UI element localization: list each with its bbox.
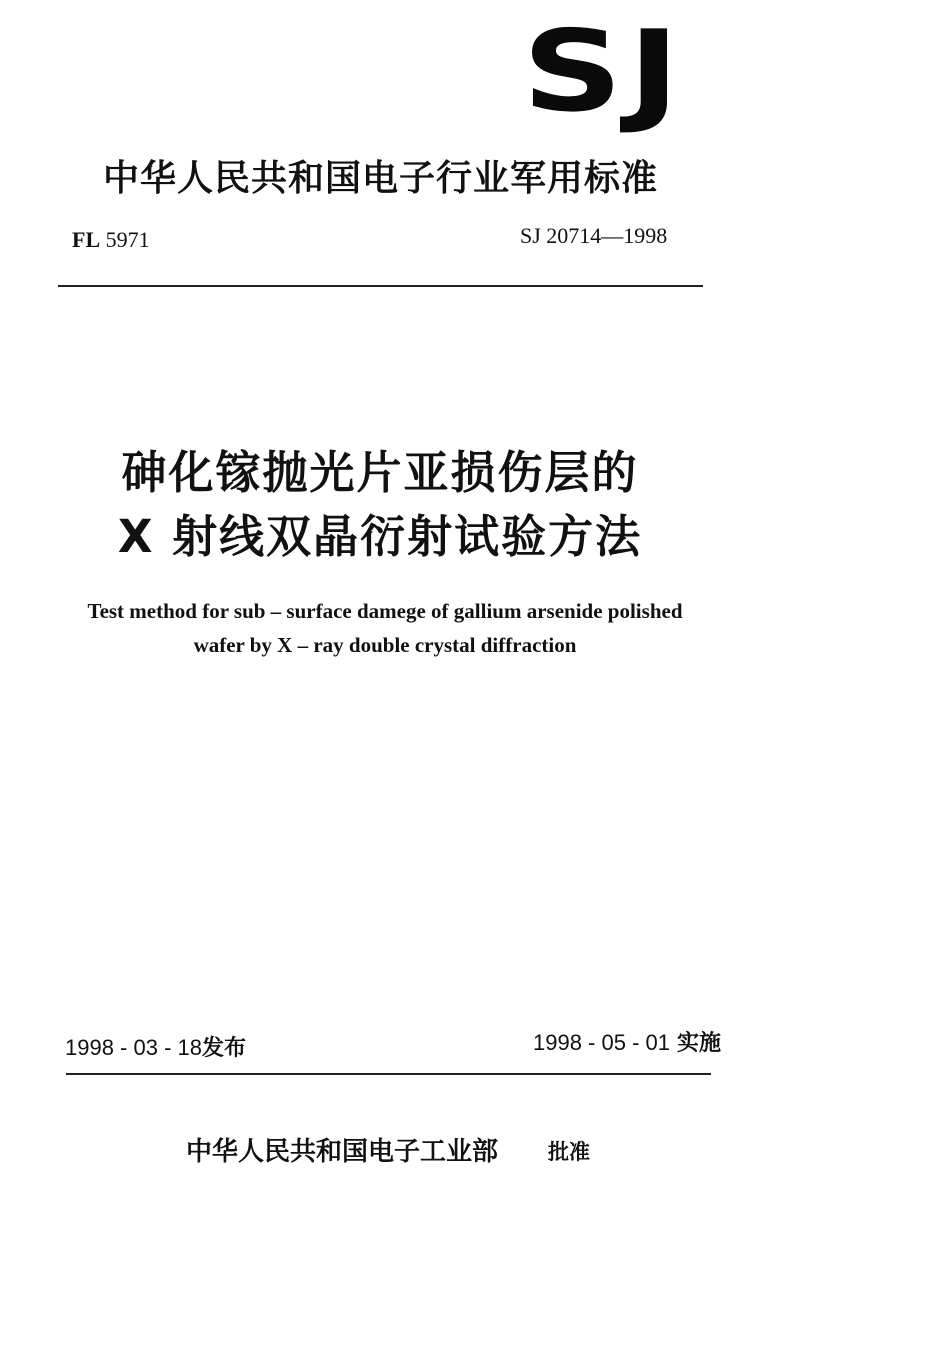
approved-label: 批准 <box>548 1140 590 1164</box>
title-en-line2: wafer by X – ray double crystal diffraction <box>193 633 577 657</box>
implementation-label: 实施 <box>676 1031 721 1056</box>
classification-prefix: FL <box>72 227 101 252</box>
title-cn-line2: X 射线双晶衍射试验方法 <box>117 510 643 563</box>
issue-date <box>65 1031 246 1062</box>
title-cn-line1: 砷化镓抛光片亚损伤层的 <box>121 446 639 499</box>
top-divider <box>58 285 703 287</box>
issue-label: 发布 <box>201 1036 246 1061</box>
sj-logo: SJ <box>522 7 685 137</box>
classification-number: 5971 <box>105 227 150 252</box>
bottom-divider <box>66 1073 711 1075</box>
standard-number: SJ 20714—1998 <box>520 223 668 248</box>
implementation-date <box>533 1026 721 1057</box>
ministry-name: 中华人民共和国电子工业部 <box>186 1137 499 1167</box>
classification-code <box>72 227 150 253</box>
implementation-date-value: 1998 - 05 - 01 <box>533 1030 670 1055</box>
org-title: 中华人民共和国电子行业军用标准 <box>103 158 659 199</box>
title-en-line1: Test method for sub – surface damege of gallium arsenide polished <box>87 599 683 623</box>
issue-date-value: 1998 - 03 - 18 <box>65 1035 202 1060</box>
